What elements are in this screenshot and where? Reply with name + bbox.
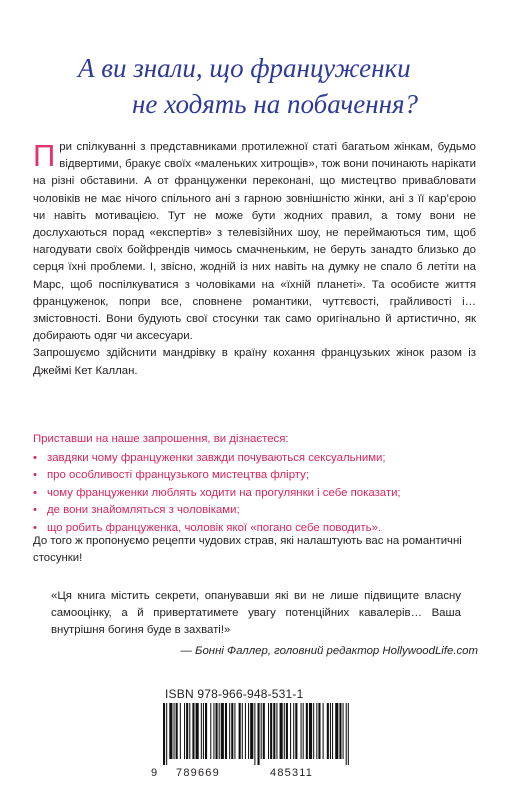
barcode-bar	[295, 703, 297, 759]
barcode-bar	[245, 703, 246, 759]
barcode-bar	[163, 703, 165, 765]
barcode-bar	[330, 703, 331, 759]
barcode-bar	[343, 703, 344, 759]
barcode-bar	[186, 703, 188, 759]
barcode-bar	[348, 703, 349, 765]
barcode-bar	[234, 703, 235, 759]
barcode-bar	[335, 703, 338, 759]
barcode-bar	[169, 703, 172, 759]
barcode-bar	[242, 703, 243, 759]
barcode-bar	[286, 703, 288, 759]
barcode-bar	[258, 703, 260, 765]
barcode-bar	[229, 703, 230, 759]
barcode-bar	[261, 703, 262, 759]
quote-attribution: — Бонні Фаллер, головний редактор HollywoodLife.com	[180, 645, 478, 657]
barcode-bar	[280, 703, 283, 759]
barcode-bar	[176, 703, 178, 759]
barcode-bar	[284, 703, 285, 759]
barcode-bar	[254, 703, 255, 765]
barcode-bar	[205, 703, 207, 759]
barcode-bar	[210, 703, 211, 759]
isbn-label: ISBN 978-966-948-531-1	[165, 687, 304, 701]
barcode-bar	[346, 703, 347, 765]
barcode-group-right: 485311	[270, 767, 314, 779]
barcode-bar	[306, 703, 308, 759]
list-item: • де вони знайомляться з чоловіками;	[33, 502, 483, 520]
barcode-bar	[250, 703, 253, 759]
bullet-icon: •	[33, 504, 37, 517]
barcode-bar	[174, 703, 175, 759]
barcode-bar	[290, 703, 291, 759]
barcode-bar	[332, 703, 333, 759]
barcode-bar	[318, 703, 320, 759]
headline-line-2: не ходять на побачення?	[132, 89, 419, 119]
closing-paragraph: До того ж пропонуємо рецепти чудових страв, які налаштують вас на романтичні стосунки!	[33, 535, 462, 565]
review-quote: «Ця книга містить секрети, опанувавши які ви не лише підвищите власну самооцінку, а й привертатимете увагу потенційних кавалерів… Ваша внутрішня богиня буде в захваті!»	[51, 590, 461, 637]
barcode-bar	[189, 703, 190, 759]
barcode-bar	[221, 703, 224, 759]
barcode-bar	[339, 703, 341, 759]
list-item: • про особливості французького мистецтва флірту;	[33, 467, 483, 485]
barcode-bar	[301, 703, 302, 759]
barcode-bar	[239, 703, 241, 759]
barcode-bar	[225, 703, 227, 759]
barcode-bar	[203, 703, 204, 759]
bullet-icon: •	[33, 451, 37, 464]
barcode-bar	[216, 703, 218, 759]
barcode-group-left: 789669	[176, 767, 220, 779]
barcode-bar	[248, 703, 249, 759]
barcode-bar	[313, 703, 314, 759]
description-text: ри спілкуванні з представниками протилежної статі багатьом жінкам, будьмо відвертими, бракує своїх «маленьких хитрощів», тож вони починають нарікати на різні обставини. А от француженки переконані, що мистецтво привабловати чоловіків не має нічого спільного ані з гарною зовнішністю жінки, ані з її кар’єрою чи навіть мотивацією. Тут не може бути жодних правил, а тому вони не дослухаються порад «експертів» з телевізійних шоу, не переймаються тим, щоб нагодувати своїх бойфрендів чимось смачненьким, не беруть занадто близько до серця їхні проблеми. І, звісно, жодній із них навіть на думку не спало б летіти на Марс, щоб поспілкуватися з чоловіками на «їхній планеті». Та особисте життя француженок, попри все, сповнене романтики, чуттєвості, грайливості і… змістовності. Вони будують свої стосунки так само оригінально й артистично, як добирають одяг чи аксесуари.	[33, 141, 476, 343]
invitation-paragraph: Запрошуємо здійснити мандрівку в країну кохання французьких жінок разом із Джеймі Кет Каллан.	[33, 347, 476, 377]
barcode-digit-first: 9	[151, 767, 159, 779]
list-item: • що робить француженка, чоловік якої «погано себе поводить».	[33, 520, 483, 538]
headline	[62, 50, 482, 122]
barcode-bar	[180, 703, 181, 759]
list-item: • чому француженки люблять ходити на прогулянки і себе показати;	[33, 485, 483, 503]
barcode-bar	[184, 703, 185, 759]
headline-line-1: А ви знали, що француженки	[78, 53, 411, 83]
barcode-bar	[166, 703, 167, 765]
barcode-bar	[323, 703, 324, 759]
bullet-icon: •	[33, 486, 37, 499]
barcode-bar	[309, 703, 312, 759]
barcode-bar	[213, 703, 214, 759]
barcode-bar	[201, 703, 202, 759]
barcode-bar	[316, 703, 317, 759]
barcode-bar	[270, 703, 272, 759]
barcode-bar	[276, 703, 277, 759]
list-item: • завдяки чому француженки завжди почуваються сексуальними;	[33, 450, 483, 468]
barcode-bar	[327, 703, 329, 759]
barcode-bar	[273, 703, 275, 759]
benefits-lead: Приставши на наше запрошення, ви дізнаєтеся:	[33, 433, 289, 445]
bullet-icon: •	[33, 469, 37, 482]
barcode-bar	[268, 703, 269, 759]
barcode-bar	[263, 703, 265, 759]
barcode-bar	[192, 703, 194, 759]
barcode-bar	[293, 703, 294, 759]
barcode-bar	[303, 703, 304, 759]
bullet-icon: •	[33, 521, 37, 534]
barcode-bar	[219, 703, 220, 759]
barcode-bar	[231, 703, 233, 759]
barcode-bar	[196, 703, 199, 759]
description	[33, 139, 476, 380]
drop-cap: П	[33, 138, 56, 173]
description-paragraph	[33, 139, 476, 345]
benefits-list-section	[33, 431, 483, 538]
benefits-list	[33, 450, 483, 538]
barcode-icon	[161, 703, 351, 765]
